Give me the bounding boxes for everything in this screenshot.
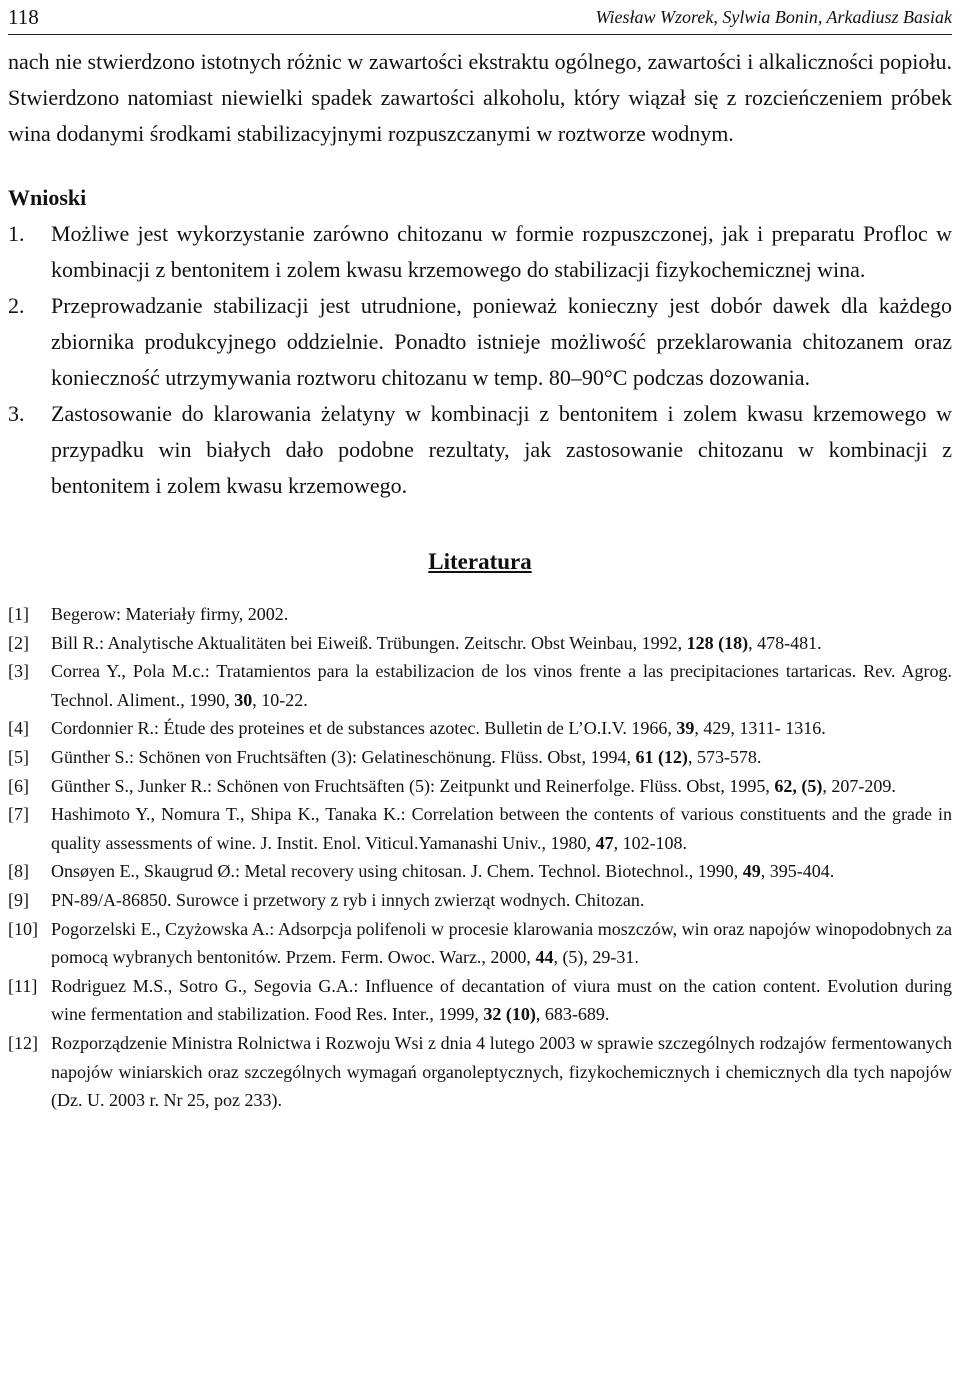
reference-text: Hashimoto Y., Nomura T., Shipa K., Tanaka K.: Correlation between the contents of various constituents and the grade in quality assessments of wine. J. Instit. Enol. Viticul.Yamanashi Univ., 1980, 47, 102-108. [51,804,952,853]
conclusion-item [8,216,952,288]
conclusion-number: 2. [8,293,25,318]
reference-text: Begerow: Materiały firmy, 2002. [51,604,289,624]
reference-item [8,1029,952,1115]
reference-item [8,743,952,772]
section-heading-conclusions: Wnioski [8,185,87,210]
reference-item [8,714,952,743]
reference-item [8,886,952,915]
reference-number: [2] [8,632,29,653]
reference-text: Pogorzelski E., Czyżowska A.: Adsorpcja polifenoli w procesie klarowania moszczów, win oraz napojów winopodobnych za pomocą wybranych bentonitów. Przem. Ferm. Owoc. Warz., 2000, 44, (5), 29-31. [51,918,952,968]
reference-text: Rodriguez M.S., Sotro G., Segovia G.A.: Influence of decantation of viura must on the cation content. Evolution during wine fermentation and stabilization. Food Res. Inter., 1999, 32 (10), 683-689. [51,975,952,1025]
running-head-authors: Wiesław Wzorek, Sylwia Bonin, Arkadiusz Basiak [595,6,952,27]
reference-number: [3] [8,661,29,682]
reference-item [8,915,952,972]
conclusion-item [8,288,952,396]
reference-number: [6] [8,775,29,796]
reference-text: Onsøyen E., Skaugrud Ø.: Metal recovery using chitosan. J. Chem. Technol. Biotechnol., 1990, 49, 395-404. [51,861,835,882]
page-number: 118 [8,4,39,29]
reference-text: Correa Y., Pola M.c.: Tratamientos para la estabilizacion de los vinos frente a las precipitaciones tartaricas. Rev. Agrog. Technol. Aliment., 1990, 30, 10-22. [51,661,952,710]
references-list [8,600,952,1115]
reference-item [8,657,952,714]
reference-number: [7] [8,804,29,825]
conclusions-list [8,216,952,504]
reference-number: [11] [8,975,38,996]
conclusion-number: 1. [8,221,25,246]
reference-number: [9] [8,889,29,910]
reference-item [8,972,952,1029]
conclusion-text: Możliwe jest wykorzystanie zarówno chitozanu w formie rozpuszczonej, jak i preparatu Profloc w kombinacji z bentonitem i zolem kwasu krzemowego do stabilizacji fizykochemicznej wina. [51,221,952,282]
reference-text: Cordonnier R.: Étude des proteines et de substances azotec. Bulletin de L’O.I.V. 1966, 39, 429, 1311- 1316. [51,718,826,739]
reference-number: [1] [8,604,29,624]
reference-number: [5] [8,746,29,767]
article-body [8,44,952,1115]
reference-item [8,800,952,857]
section-heading-literature: Literatura [428,549,532,574]
conclusion-text: Zastosowanie do klarowania żelatyny w kombinacji z bentonitem i zolem kwasu krzemowego w przypadku win białych dało podobne rezultaty, jak zastosowanie chitozanu w kombinacji z bentonitem i zolem kwasu krzemowego. [51,401,952,498]
reference-number: [10] [8,918,38,939]
reference-item [8,772,952,801]
reference-item [8,629,952,658]
reference-text: Günther S., Junker R.: Schönen von Fruchtsäften (5): Zeitpunkt und Reinerfolge. Flüss. Obst, 1995, 62, (5), 207-209. [51,775,896,796]
conclusion-text: Przeprowadzanie stabilizacji jest utrudnione, ponieważ konieczny jest dobór dawek dla każdego zbiornika produkcyjnego oddzielnie. Ponadto istnieje możliwość przeklarowania chitozanem oraz konieczność utrzymywania roztworu chitozanu w temp. 80–90°C podczas dozowania. [51,293,952,390]
reference-text: PN-89/A-86850. Surowce i przetwory z ryb i innych zwierząt wodnych. Chitozan. [51,889,645,910]
conclusion-item [8,396,952,504]
reference-number: [8] [8,861,29,882]
reference-item [8,857,952,886]
reference-item [8,600,952,629]
reference-text: Rozporządzenie Ministra Rolnictwa i Rozwoju Wsi z dnia 4 lutego 2003 w sprawie szczególnych rodzajów fermentowanych napojów winiarskich oraz szczególnych wymagań organoleptycznych, fizykochemicznych i chemicznych dla tych napojów (Dz. U. 2003 r. Nr 25, poz 233). [51,1032,952,1111]
page-header [8,0,952,35]
intro-paragraph: nach nie stwierdzono istotnych różnic w zawartości ekstraktu ogólnego, zawartości i alkaliczności popiołu. Stwierdzono natomiast niewielki spadek zawartości alkoholu, który wiązał się z rozcieńczeniem próbek wina dodanymi środkami stabilizacyjnymi rozpuszczanymi w roztworze wodnym. [8,49,952,146]
reference-text: Bill R.: Analytische Aktualitäten bei Eiweiß. Trübungen. Zeitschr. Obst Weinbau, 1992, 128 (18), 478-481. [51,632,822,653]
reference-number: [12] [8,1032,38,1053]
conclusion-number: 3. [8,401,25,426]
reference-number: [4] [8,718,29,739]
reference-text: Günther S.: Schönen von Fruchtsäften (3): Gelatineschönung. Flüss. Obst, 1994, 61 (12), 573-578. [51,746,762,767]
